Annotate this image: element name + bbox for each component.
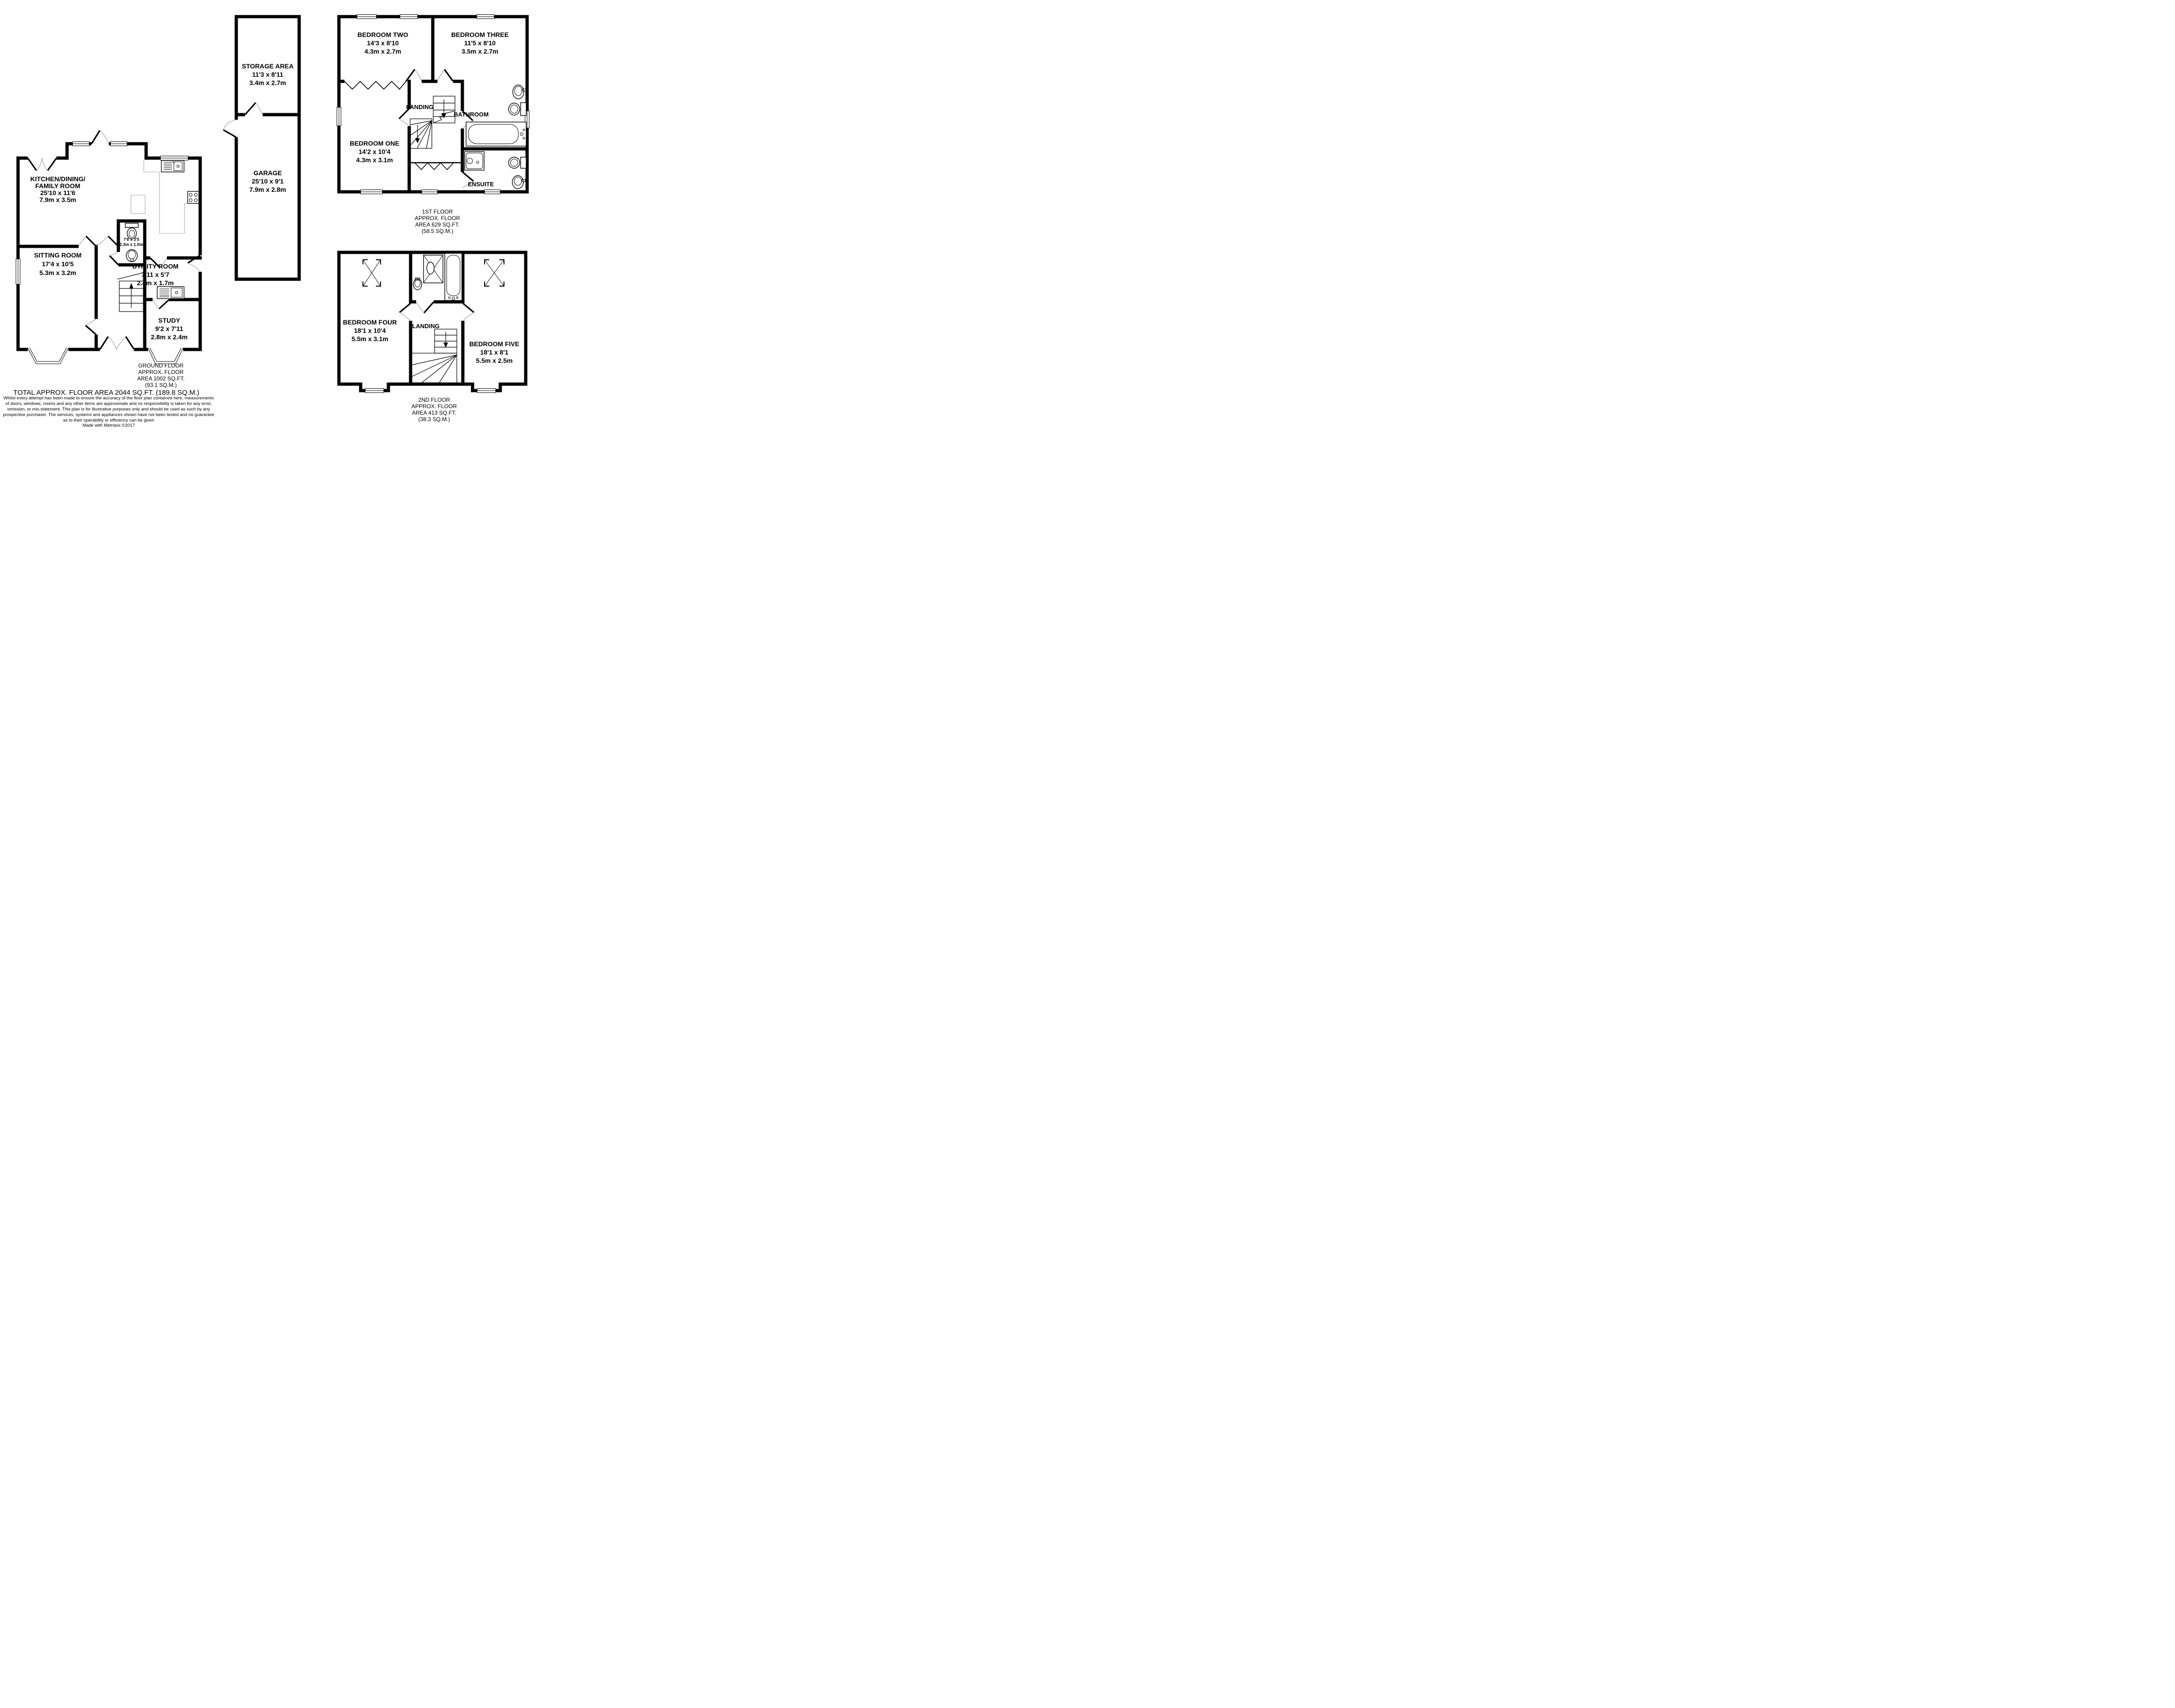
kitchen-label: KITCHEN/DINING/ bbox=[30, 175, 86, 183]
second-floor-label-3: AREA 413 SQ.FT. bbox=[412, 410, 457, 416]
study-label: STUDY bbox=[158, 317, 180, 324]
utility-sink-icon bbox=[157, 287, 184, 299]
bay-window bbox=[28, 348, 183, 364]
bathroom-label: BATHROOM bbox=[454, 111, 489, 118]
floorplan-page bbox=[0, 0, 544, 427]
bedroom-three-label: BEDROOM THREE bbox=[451, 31, 509, 38]
utility-label: UTILITY ROOM bbox=[132, 263, 179, 270]
second-floor-label-1: 2ND FLOOR bbox=[418, 397, 450, 403]
bedroom-four-size-ft: 18'1 x 10'4 bbox=[354, 327, 386, 334]
bath-icon bbox=[466, 122, 526, 146]
ensuite-sink-icon bbox=[512, 176, 525, 189]
first-floor-label-1: 1ST FLOOR bbox=[422, 208, 453, 215]
basin-icon bbox=[126, 250, 137, 262]
utility-size-ft: 7'11 x 5'7 bbox=[141, 271, 170, 278]
front-door-gap bbox=[92, 141, 109, 147]
ground-floor-label-3: AREA 1002 SQ.FT. bbox=[137, 375, 185, 382]
wc-size-m: 2.3m x 1.0m bbox=[119, 242, 143, 247]
toilet-icon bbox=[125, 223, 138, 239]
storage-size-m: 3.4m x 2.7m bbox=[249, 79, 286, 86]
first-floor-label-3: AREA 629 SQ.FT. bbox=[415, 221, 460, 228]
bedroom-three-size-ft: 11'5 x 8'10 bbox=[464, 39, 496, 47]
storage-size-ft: 11'3 x 8'11 bbox=[252, 71, 283, 78]
ensuite-label: ENSUITE bbox=[467, 181, 494, 188]
second-floor-plan bbox=[338, 251, 528, 393]
kitchen-size-ft: 25'10 x 11'6 bbox=[40, 189, 75, 196]
garage-doors bbox=[223, 103, 263, 137]
disclaimer-line-5: as to their operability or efficiency can be given bbox=[63, 418, 154, 423]
disclaimer-line-2: of doors, windows, rooms and any other items are approximate and no responsibility is taken for any error, bbox=[5, 401, 212, 406]
garage-size-m: 7.9m x 2.8m bbox=[249, 186, 286, 193]
bedroom-two-size-ft: 14'3 x 8'10 bbox=[367, 39, 399, 47]
second-stairs bbox=[411, 329, 457, 383]
garage-plan bbox=[223, 15, 301, 281]
disclaimer-line-4: prospective purchaser. The services, systems and appliances shown have not been tested and no guarantee bbox=[3, 412, 215, 417]
ensuite-shower-icon bbox=[465, 152, 484, 170]
bedroom-one-label: BEDROOM ONE bbox=[350, 140, 399, 147]
bedroom-five-size-ft: 18'1 x 8'1 bbox=[480, 349, 509, 356]
bathroom-sink-icon bbox=[513, 85, 526, 99]
ensuite-toilet-icon bbox=[509, 157, 526, 168]
disclaimer-line-1: Whilst every attempt has been made to ensure the accuracy of the floor plan contained here, measurements bbox=[3, 396, 214, 401]
first-landing-label: LANDING bbox=[406, 104, 434, 110]
bedroom-four-label: BEDROOM FOUR bbox=[343, 318, 397, 326]
total-area-label: TOTAL APPROX. FLOOR AREA 2044 SQ.FT. (189.8 SQ.M.) bbox=[13, 389, 200, 397]
first-floor-label-4: (58.5 SQ.M.) bbox=[421, 228, 454, 234]
storage-label: STORAGE AREA bbox=[241, 62, 294, 70]
kitchen-sink-icon bbox=[161, 160, 184, 172]
second-landing-label: LANDING bbox=[412, 323, 440, 330]
bedroom-three-size-m: 3.5m x 2.7m bbox=[461, 48, 498, 55]
garage-walls bbox=[235, 15, 301, 281]
disclaimer bbox=[3, 396, 214, 427]
study-size-m: 2.8m x 2.4m bbox=[151, 333, 188, 341]
sitting-room-label: SITTING ROOM bbox=[34, 251, 82, 259]
kitchen-size-m: 7.9m x 3.5m bbox=[39, 196, 76, 203]
second-bath-icon bbox=[445, 253, 462, 300]
ground-floor-label-1: GROUND FLOOR bbox=[138, 362, 184, 369]
disclaimer-line-3: omission, or mis-statement. This plan is for illustrative purposes only and should be used as such by any bbox=[7, 407, 210, 412]
garage-size-ft: 25'10 x 9'1 bbox=[252, 178, 284, 185]
bedroom-two-label: BEDROOM TWO bbox=[357, 31, 408, 38]
hob-icon bbox=[188, 191, 199, 203]
study-size-ft: 9'2 x 7'11 bbox=[155, 325, 184, 332]
bedroom-four-size-m: 5.5m x 3.1m bbox=[351, 335, 388, 343]
second-doors bbox=[399, 302, 474, 321]
bathroom-toilet-icon bbox=[509, 103, 526, 116]
shower-room-sink-icon bbox=[413, 278, 422, 290]
bedroom-five-label: BEDROOM FIVE bbox=[469, 340, 520, 348]
wc-size-ft: 7'6 x 3'5 bbox=[123, 237, 140, 242]
bedroom-one-size-m: 4.3m x 3.1m bbox=[356, 156, 393, 164]
second-floor-label-4: (38.3 SQ.M.) bbox=[418, 416, 450, 422]
sitting-room-size-ft: 17'4 x 10'5 bbox=[42, 260, 74, 268]
shower-icon bbox=[424, 255, 443, 283]
bedroom-two-size-m: 4.3m x 2.7m bbox=[364, 48, 401, 55]
bedroom-one-size-ft: 14'2 x 10'4 bbox=[358, 148, 391, 155]
floorplan-canvas bbox=[0, 0, 544, 427]
second-floor-label-2: APPROX. FLOOR bbox=[411, 403, 457, 410]
utility-size-m: 2.4m x 1.7m bbox=[137, 279, 174, 287]
kitchen-label-2: FAMILY ROOM bbox=[35, 182, 80, 190]
garage-label: GARAGE bbox=[253, 169, 282, 177]
ground-floor-label-2: APPROX. FLOOR bbox=[138, 369, 184, 375]
ground-floor-plan bbox=[16, 130, 202, 364]
credit-label: Made with Metropix ©2017 bbox=[82, 423, 135, 427]
first-floor-label-2: APPROX. FLOOR bbox=[414, 215, 461, 221]
bedroom-five-size-m: 5.5m x 2.5m bbox=[476, 357, 513, 364]
ground-floor-label-4: (93.1 SQ.M.) bbox=[145, 382, 177, 388]
first-floor-plan bbox=[337, 15, 529, 194]
sitting-room-size-m: 5.3m x 3.2m bbox=[39, 269, 76, 276]
